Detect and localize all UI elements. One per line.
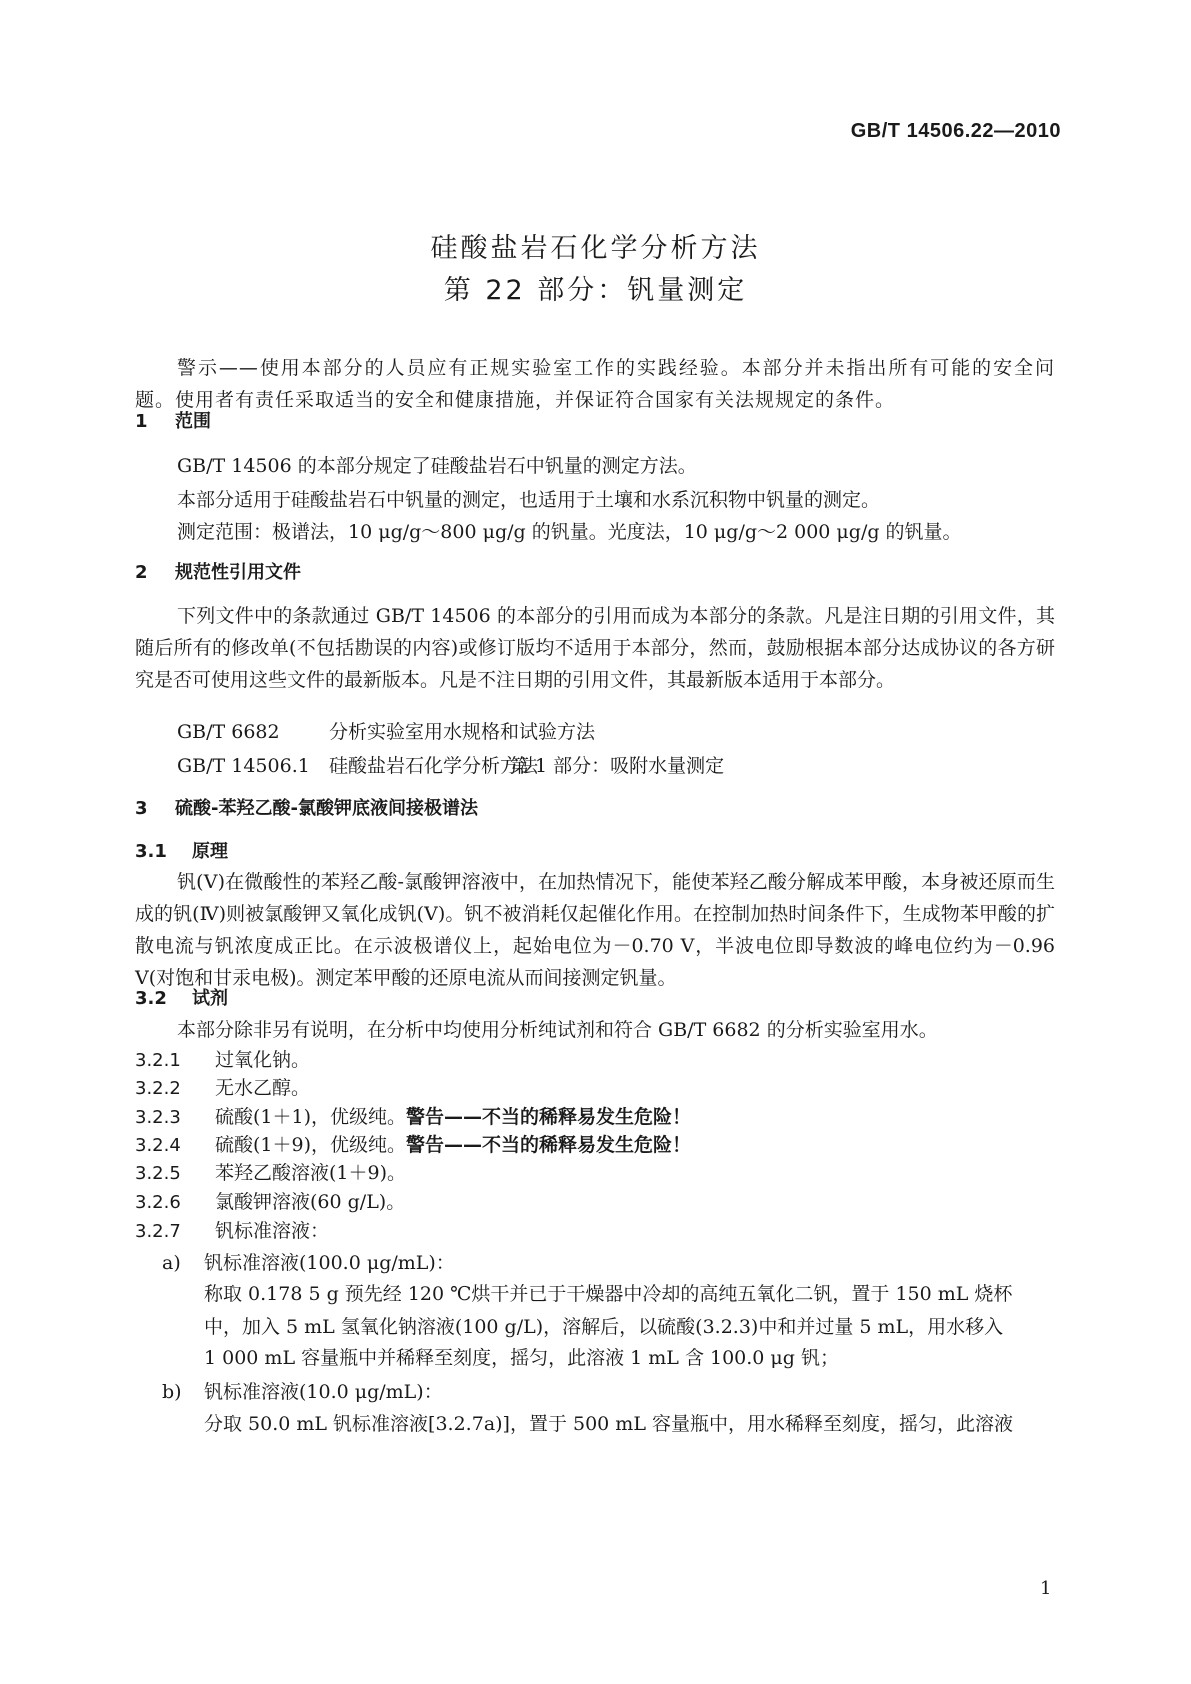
section-number: 3.1: [135, 841, 167, 862]
scope-paragraph-3: 测定范围：极谱法，10 μg/g～800 μg/g 的钒量。光度法，10 μg/g～2 000 μg/g 的钒量。: [177, 521, 962, 543]
item-warning: 警告——不当的稀释易发生危险！: [406, 1134, 692, 1156]
section-title: 规范性引用文件: [175, 562, 301, 583]
reference-title: 硅酸盐岩石化学分析方法: [329, 755, 539, 777]
item-number: 3.2.5: [135, 1163, 181, 1184]
item-number: 3.2.4: [135, 1135, 181, 1156]
section-title: 范围: [175, 411, 211, 432]
sub-item-a-text: 中，加入 5 mL 氢氧化钠溶液(100 g/L)，溶解后，以硫酸(3.2.3)中和并过量 5 mL，用水移入: [204, 1316, 1004, 1338]
normative-references-paragraph: 下列文件中的条款通过 GB/T 14506 的本部分的引用而成为本部分的条款。凡是注日期的引用文件，其随后所有的修改单(不包括勘误的内容)或修订版均不适用于本部分，然而，鼓励根据本部分达成协议的各方研究是否可使用这些文件的最新版本。凡是不注日期的引用文件，其最新版本适用于本部分。: [135, 605, 1055, 691]
document-subtitle: 第 22 部分：钒量测定: [443, 275, 748, 306]
item-text: 氯酸钾溶液(60 g/L)。: [215, 1191, 406, 1213]
sub-item-title: 钒标准溶液(10.0 μg/mL)：: [204, 1381, 443, 1403]
section-3-1-heading: [135, 838, 228, 866]
section-title: 硫酸-苯羟乙酸-氯酸钾底液间接极谱法: [175, 798, 478, 819]
sub-item-a-text: 1 000 mL 容量瓶中并稀释至刻度，摇匀，此溶液 1 mL 含 100.0 μg 钒；: [204, 1347, 839, 1369]
reagent-item: [135, 1074, 310, 1103]
item-text: 硫酸(1＋9)，优级纯。: [215, 1134, 407, 1156]
page-number: 1: [1040, 1578, 1052, 1599]
section-title: 原理: [192, 841, 228, 862]
reference-item: [177, 752, 724, 780]
item-text: 苯羟乙酸溶液(1＋9)。: [215, 1162, 407, 1184]
section-number: 3: [135, 798, 148, 819]
reagent-item: [135, 1046, 310, 1075]
sub-item-b-text: 分取 50.0 mL 钒标准溶液[3.2.7a)]，置于 500 mL 容量瓶中，用水稀释至刻度，摇匀，此溶液: [204, 1413, 1013, 1435]
scope-paragraph-2: 本部分适用于硅酸盐岩石中钒量的测定，也适用于土壤和水系沉积物中钒量的测定。: [177, 489, 881, 511]
item-number: 3.2.6: [135, 1192, 181, 1213]
item-number: 3.2.2: [135, 1078, 181, 1099]
reference-code: GB/T 6682: [177, 721, 280, 743]
sub-item-a: [162, 1249, 455, 1277]
warning-paragraph: 警示——使用本部分的人员应有正规实验室工作的实践经验。本部分并未指出所有可能的安全问题。使用者有责任采取适当的安全和健康措施，并保证符合国家有关法规规定的条件。: [135, 357, 1055, 411]
scope-paragraph-1: GB/T 14506 的本部分规定了硅酸盐岩石中钒量的测定方法。: [177, 455, 697, 477]
reference-part: 第 1 部分：吸附水量测定: [510, 755, 725, 777]
section-1-heading: [135, 408, 211, 436]
sub-item-title: 钒标准溶液(100.0 μg/mL)：: [204, 1252, 455, 1274]
item-text: 硫酸(1＋1)，优级纯。: [215, 1106, 407, 1128]
sub-item-a-text: 称取 0.178 5 g 预先经 120 ℃烘干并已于干燥器中冷却的高纯五氧化二钒，置于 150 mL 烧杯: [204, 1283, 1013, 1305]
reference-item: [177, 718, 595, 746]
reagent-item: [135, 1131, 691, 1160]
reagents-intro: 本部分除非另有说明，在分析中均使用分析纯试剂和符合 GB/T 6682 的分析实验室用水。: [177, 1019, 938, 1041]
item-warning: 警告——不当的稀释易发生危险！: [406, 1106, 692, 1128]
item-text: 无水乙醇。: [215, 1077, 311, 1099]
section-number: 1: [135, 411, 148, 432]
reagent-item: [135, 1103, 691, 1132]
sub-item-label: b): [162, 1381, 182, 1403]
section-3-heading: [135, 795, 478, 823]
section-3-2-heading: [135, 985, 228, 1013]
item-text: 钒标准溶液：: [215, 1220, 330, 1242]
section-title: 试剂: [192, 988, 228, 1009]
sub-item-b: [162, 1378, 443, 1406]
reference-code: GB/T 14506.1: [177, 755, 310, 777]
reference-title: 分析实验室用水规格和试验方法: [329, 721, 596, 743]
sub-item-label: a): [162, 1252, 181, 1274]
item-number: 3.2.3: [135, 1107, 181, 1128]
reagent-item: [135, 1217, 329, 1246]
item-number: 3.2.1: [135, 1050, 181, 1071]
standard-code: GB/T 14506.22—2010: [850, 120, 1061, 142]
item-number: 3.2.7: [135, 1221, 181, 1242]
section-2-heading: [135, 559, 301, 587]
section-number: 2: [135, 562, 148, 583]
document-title: 硅酸盐岩石化学分析方法: [430, 233, 761, 264]
item-text: 过氧化钠。: [215, 1049, 311, 1071]
reagent-item: [135, 1188, 405, 1217]
reagent-item: [135, 1159, 406, 1188]
principle-paragraph: 钒(Ⅴ)在微酸性的苯羟乙酸-氯酸钾溶液中，在加热情况下，能使苯羟乙酸分解成苯甲酸，本身被还原而生成的钒(Ⅳ)则被氯酸钾又氧化成钒(Ⅴ)。钒不被消耗仅起催化作用。在控制加热时间条件下，生成物苯甲酸的扩散电流与钒浓度成正比。在示波极谱仪上，起始电位为－0.70 V，半波电位即导数波的峰电位约为－0.96 V(对饱和甘汞电极)。测定苯甲酸的还原电流从而间接测定钒量。: [135, 871, 1055, 989]
section-number: 3.2: [135, 988, 167, 1009]
